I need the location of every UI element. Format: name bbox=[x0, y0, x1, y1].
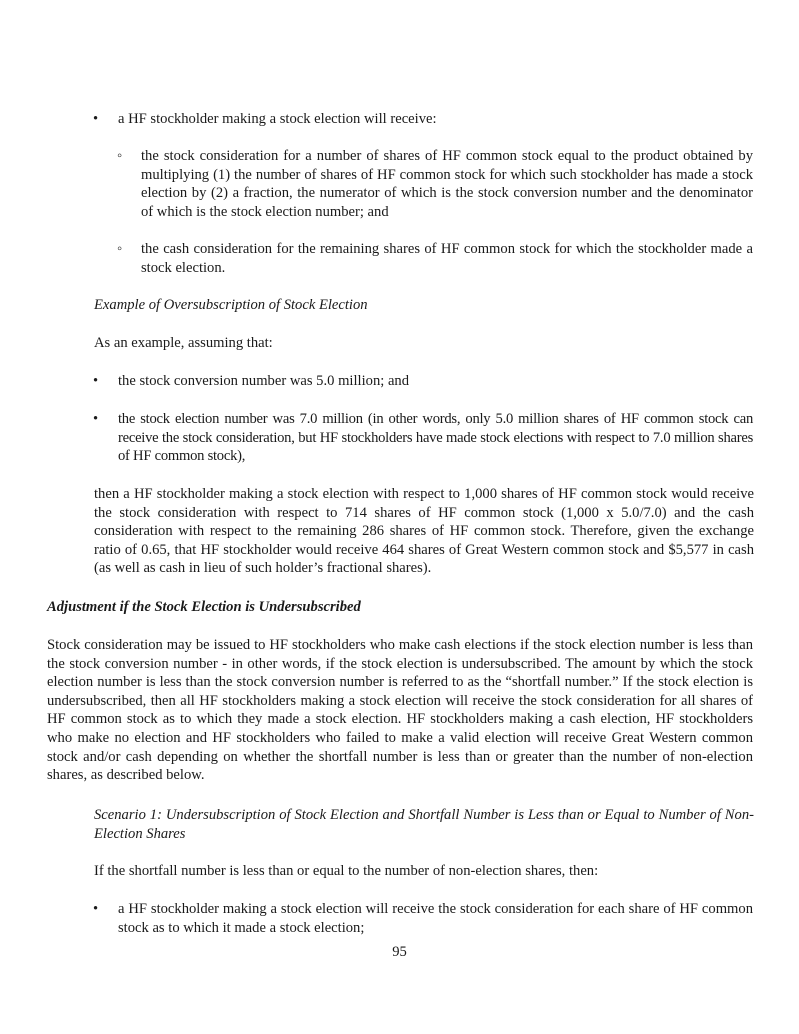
example-result-paragraph: then a HF stockholder making a stock election with respect to 1,000 shares of HF common stock would receive the stock consideration with respect to 714 shares of HF common stock (1,000 x 5.0/7.0) and the cash consideration with respect to the remaining 286 shares of HF common stock. Therefore, given the exchange ratio of 0.65, that HF stockholder would receive 464 shares of Great Western common stock and $5,577 in cash (as well as cash in lieu of such holder’s fractional shares). bbox=[94, 486, 754, 577]
bullet-item-stock-consideration-each-share: a HF stockholder making a stock election will receive the stock consideration for each share of HF common stock as to which it made a stock election; bbox=[118, 901, 753, 936]
scenario-heading: Scenario 1: Undersubscription of Stock Election and Shortfall Number is Less than or Equal to Number of Non-Election Shares bbox=[94, 807, 754, 842]
bullet-item-conversion-number: the stock conversion number was 5.0 million; and bbox=[118, 373, 410, 389]
bullet-marker: • bbox=[93, 411, 99, 427]
bullet-marker: • bbox=[93, 373, 99, 389]
sub-bullet-marker: ◦ bbox=[117, 148, 123, 164]
sub-bullet-marker: ◦ bbox=[117, 241, 123, 257]
bullet-item-stock-election: a HF stockholder making a stock election will receive: bbox=[118, 111, 437, 127]
example-intro: As an example, assuming that: bbox=[94, 335, 273, 351]
bullet-item-election-number: the stock election number was 7.0 million (in other words, only 5.0 million shares of HF common stock can receive the stock consideration, but HF stockholders have made stock elections with respect to 7.0 million shares of HF common stock), bbox=[118, 411, 753, 465]
section-body-paragraph: Stock consideration may be issued to HF stockholders who make cash elections if the stock election number is less than the stock conversion number - in other words, if the stock election is undersubscribed. The amount by which the stock election number is less than the stock conversion number is referred to as the “shortfall number.” If the stock election is undersubscribed, then all HF stockholders making a stock election will receive the stock consideration for all shares of HF common stock as to which they made a stock election. HF stockholders making a cash election, HF stockholders who make no election and HF stockholders who failed to make a valid election will receive Great Western common stock and/or cash depending on whether the shortfall number is less than or greater than the number of non-election shares, as described below. bbox=[47, 637, 753, 784]
sub-bullet-item-cash-consideration: the cash consideration for the remaining shares of HF common stock for which the stockholder made a stock election. bbox=[141, 241, 753, 276]
example-heading: Example of Oversubscription of Stock Election bbox=[94, 297, 368, 313]
sub-bullet-item-stock-consideration: the stock consideration for a number of shares of HF common stock equal to the product obtained by multiplying (1) the number of shares of HF common stock for which such stockholder has made a stock election by (2) a fraction, the numerator of which is the stock conversion number and the denominator of which is the stock election number; and bbox=[141, 148, 753, 220]
section-heading: Adjustment if the Stock Election is Undersubscribed bbox=[47, 599, 361, 615]
bullet-marker: • bbox=[93, 111, 99, 127]
scenario-intro: If the shortfall number is less than or equal to the number of non-election shares, then: bbox=[94, 863, 599, 879]
bullet-marker: • bbox=[93, 901, 99, 917]
page-number: 95 bbox=[392, 944, 407, 960]
